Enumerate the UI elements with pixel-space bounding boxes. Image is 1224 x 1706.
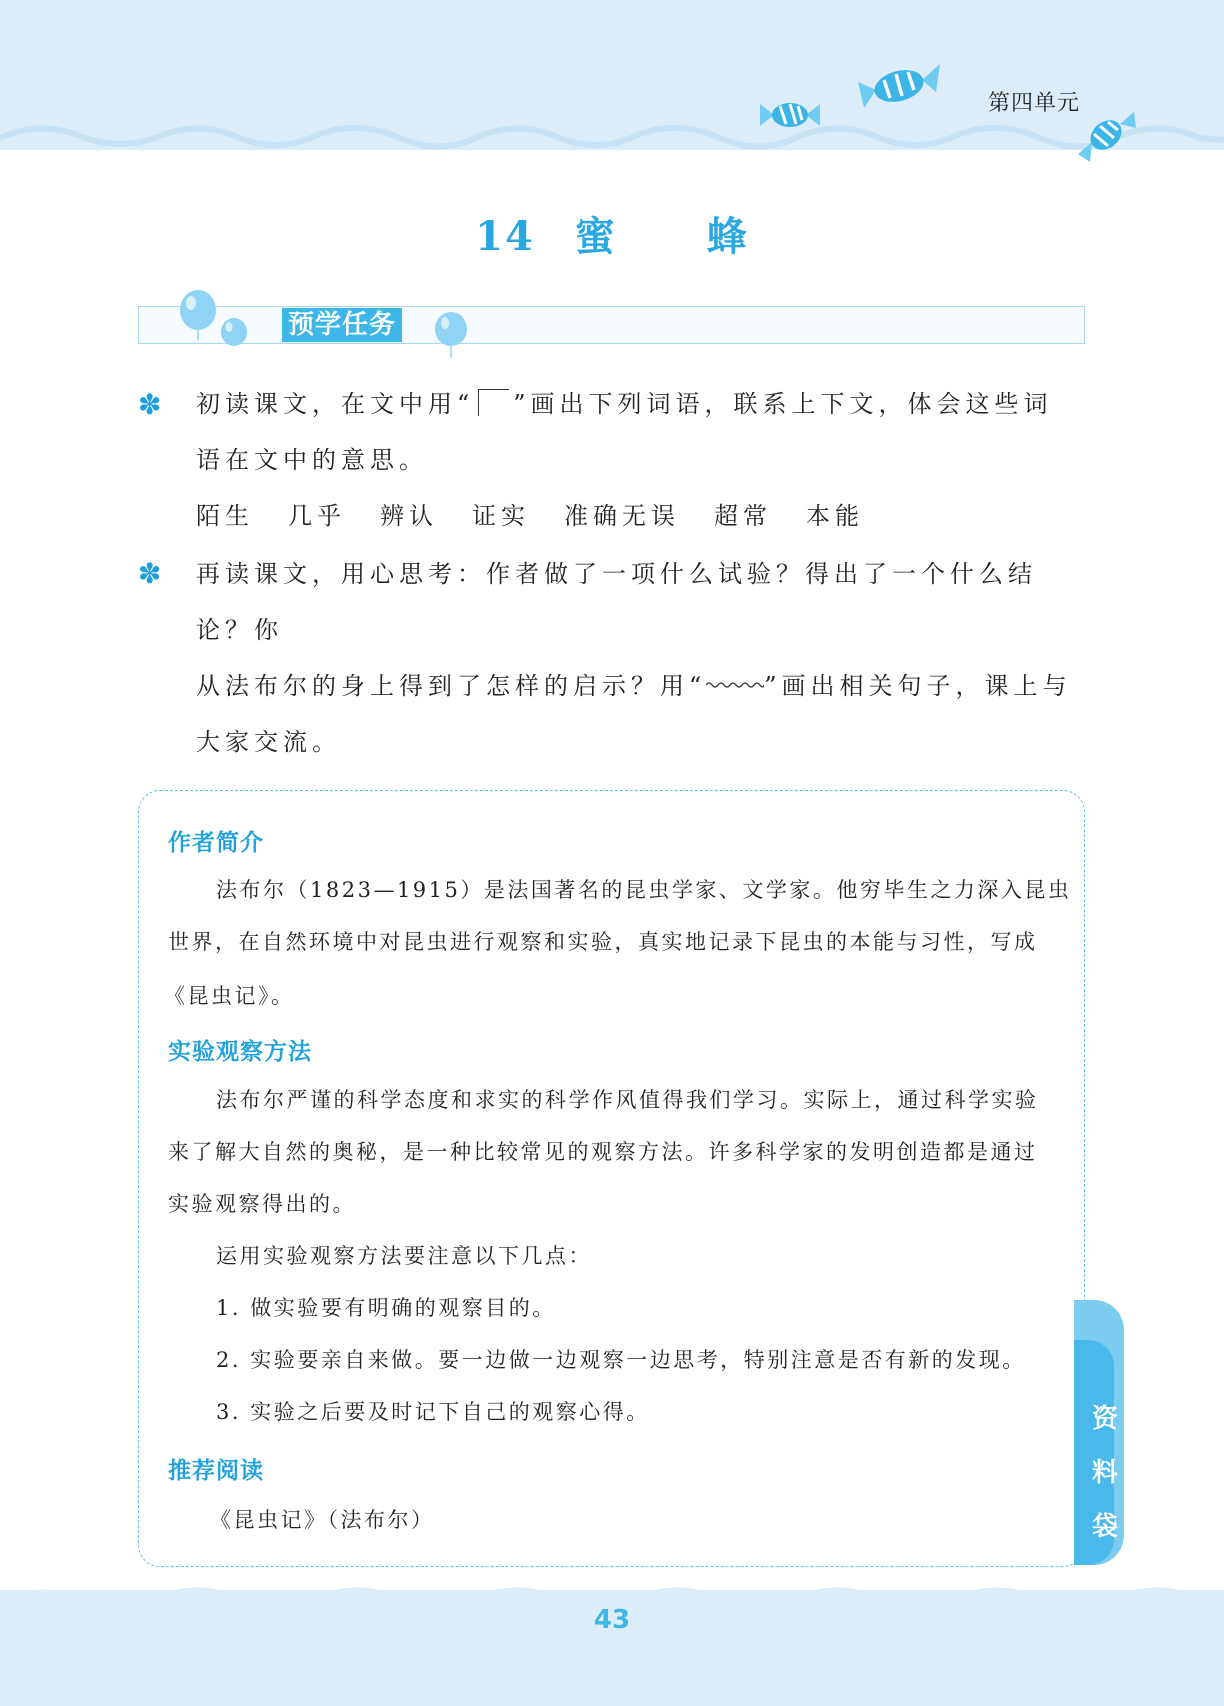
question-1: [196, 376, 1086, 488]
task-label: 预学任务: [282, 308, 402, 342]
paragraph-line: 《昆虫记》。: [164, 984, 295, 1008]
word-item: 证实: [472, 502, 530, 530]
section-heading-author: 作者简介: [168, 830, 264, 856]
paragraph-line: 运用实验观察方法要注意以下几点：: [216, 1244, 592, 1268]
title-char-2: 蜂: [706, 213, 749, 260]
word-item: 本能: [806, 502, 864, 530]
top-wave-decoration: [0, 108, 1224, 178]
question-2: [196, 546, 1086, 770]
side-tab-char: 料: [1091, 1458, 1118, 1488]
balloon-icon: [220, 318, 248, 354]
q2-text-c: ”画出相关句子，课上与: [764, 672, 1072, 700]
paragraph-line: 法布尔（1823—1915）是法国著名的昆虫学家、文学家。他穷毕生之力深入昆虫: [216, 878, 1072, 902]
side-tab-char: 资: [1091, 1404, 1118, 1434]
word-item: 几乎: [288, 502, 346, 530]
word-list: [196, 496, 898, 531]
word-item: 陌生: [196, 502, 254, 530]
side-tab-char: 袋: [1091, 1512, 1118, 1542]
page-title: [0, 205, 1224, 262]
paragraph-line: 法布尔严谨的科学态度和求实的科学作风值得我们学习。实际上，通过科学实验: [216, 1088, 1039, 1112]
list-item: 2. 实验要亲自来做。要一边做一边观察一边思考，特别注意是否有新的发现。: [216, 1348, 1026, 1372]
page-number: 43: [593, 1605, 631, 1635]
lesson-number: 14: [475, 213, 535, 260]
paragraph-line: 实验观察得出的。: [168, 1192, 356, 1216]
bracket-mark-icon: [478, 389, 509, 416]
paragraph-line: 来了解大自然的奥秘，是一种比较常见的观察方法。许多科学家的发明创造都是通过: [168, 1140, 1038, 1164]
balloon-icon: [178, 290, 218, 340]
q1-text-b: ”画出下列词语，联系上下文，体会这些词: [513, 390, 1053, 418]
q2-text-a: 再读课文，用心思考：作者做了一项什么试验？得出了一个什么结论？你: [196, 560, 1037, 644]
word-item: 超常: [714, 502, 772, 530]
balloon-icon: [434, 312, 468, 358]
section-heading-method: 实验观察方法: [168, 1039, 312, 1065]
unit-label: 第四单元: [988, 91, 1081, 116]
reading-item: 《昆虫记》（法布尔）: [210, 1508, 435, 1532]
q2-text-d: 大家交流。: [196, 728, 341, 756]
q1-text-c: 语在文中的意思。: [196, 446, 428, 474]
q1-text-a: 初读课文，在文中用“: [196, 390, 475, 418]
candy-icon: [760, 96, 820, 134]
section-heading-reading: 推荐阅读: [168, 1458, 264, 1484]
word-item: 准确无误: [564, 502, 680, 530]
info-box: [138, 790, 1085, 1567]
title-char-1: 蜜: [574, 213, 617, 260]
candy-icon: [858, 60, 940, 112]
task-header-bar: [138, 306, 1085, 344]
q2-text-b: 从法布尔的身上得到了怎样的启示？用“: [196, 672, 707, 700]
list-item: 1. 做实验要有明确的观察目的。: [216, 1296, 556, 1320]
paragraph-line: 世界，在自然环境中对昆虫进行观察和实验，真实地记录下昆虫的本能与习性，写成: [168, 930, 1038, 954]
bullet-star-icon: ✽: [138, 557, 162, 590]
word-item: 辨认: [380, 502, 438, 530]
wavy-line-icon: [706, 680, 764, 690]
list-item: 3. 实验之后要及时记下自己的观察心得。: [216, 1400, 650, 1424]
candy-icon: [1076, 106, 1136, 164]
bullet-star-icon: ✽: [138, 388, 162, 421]
